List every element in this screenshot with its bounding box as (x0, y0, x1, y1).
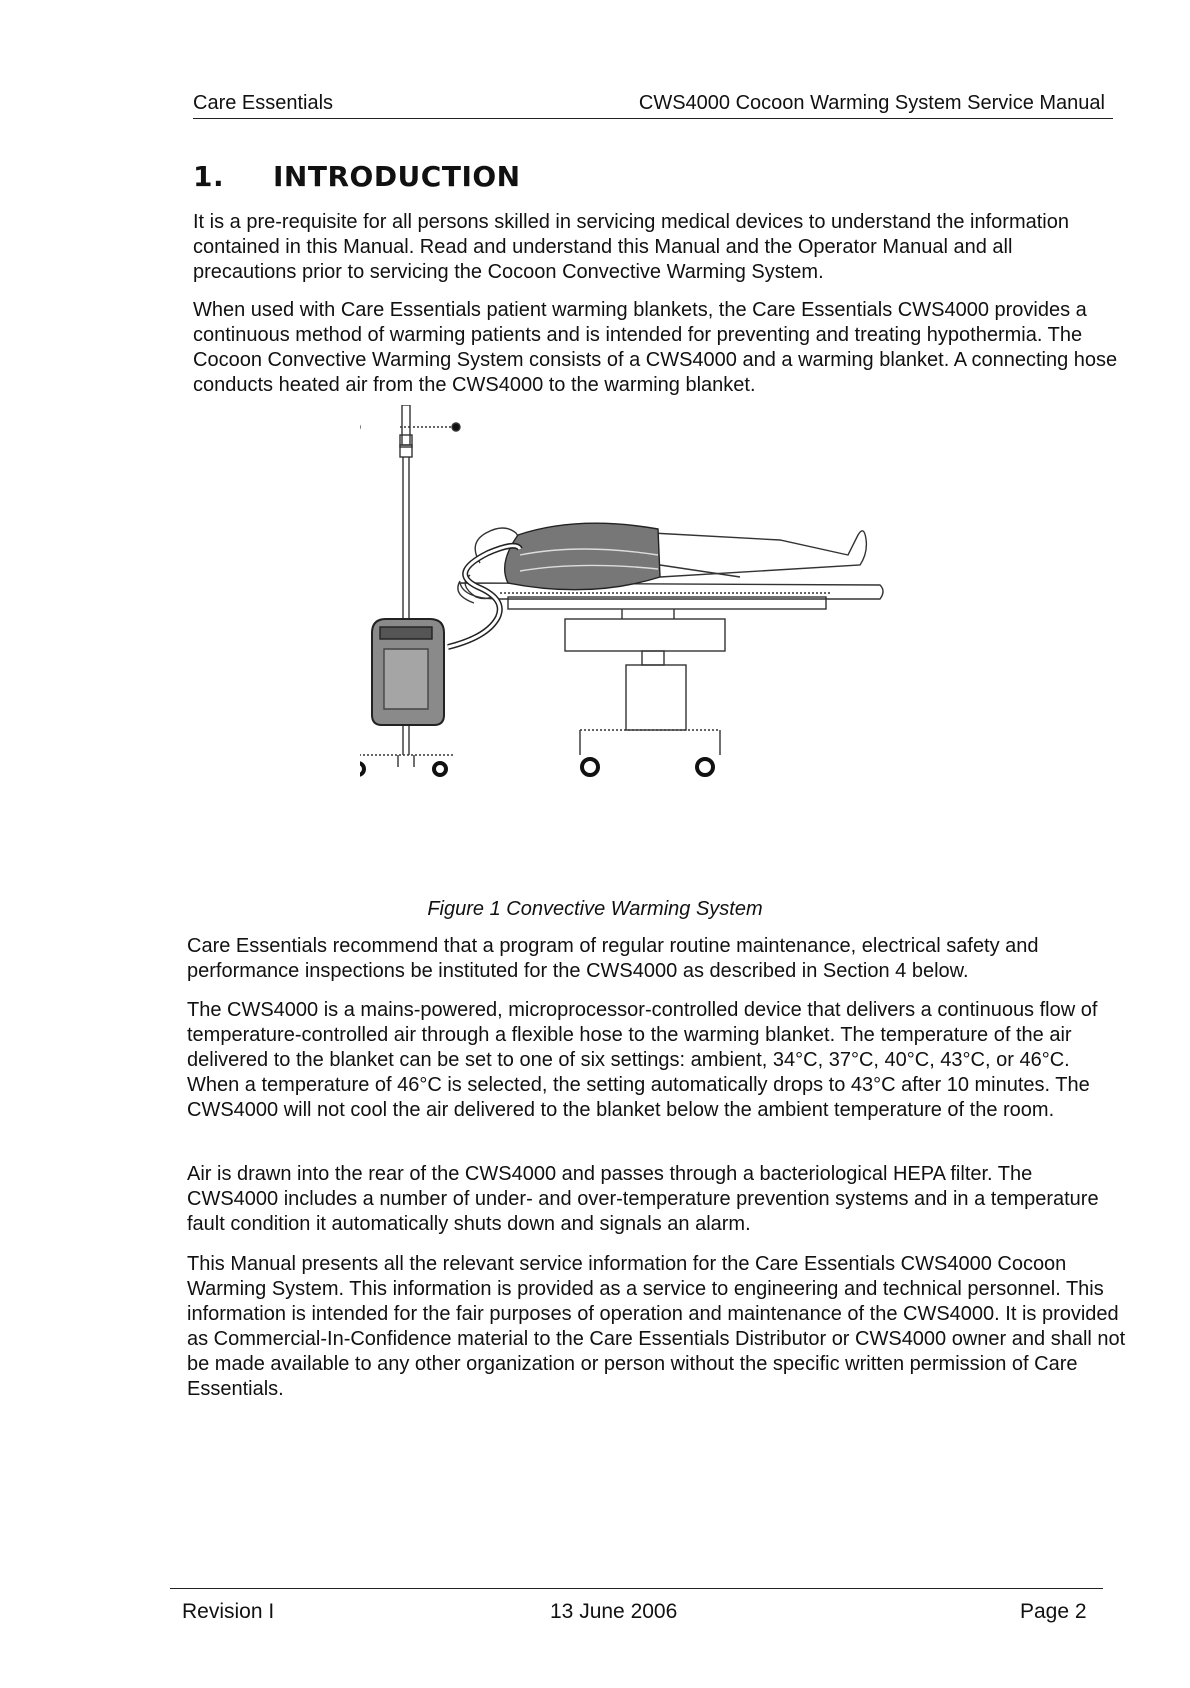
operating-table (500, 593, 830, 755)
convective-warming-system-illustration (360, 405, 950, 850)
section-number: 1. (193, 160, 225, 193)
table-wheel-right (697, 759, 713, 775)
paragraph-prerequisite: It is a pre-requisite for all persons skilled in servicing medical devices to understand the information contained in this Manual. Read and understand this Manual and the Operator Manual and all precautions prior to servicing the Cocoon Convective Warming System. (193, 211, 1069, 283)
footer-rule (170, 1588, 1103, 1589)
cws4000-unit (372, 619, 444, 725)
figure-caption: Figure 1 Convective Warming System (427, 898, 763, 920)
running-header (193, 88, 1113, 119)
pole-wheel-left (360, 763, 364, 775)
paragraph-confidentiality: This Manual presents all the relevant service information for the Care Essentials CWS4000 Cocoon Warming System. This information is provided as a service to engineering and technical personnel. This information is intended for the fair purposes of operation and maintenance of the CWS4000. It is provided as Commercial-In-Confidence material to the Care Essentials Distributor or CWS4000 owner and shall not be made available to any other organization or person without the specific written permission of Care Essentials. (187, 1253, 1126, 1400)
pole-hook-right (452, 423, 460, 431)
paragraph-maintenance: Care Essentials recommend that a program of regular routine maintenance, electrical safety and performance inspections be instituted for the CWS4000 as described in Section 4 below. (187, 935, 1039, 982)
section-heading (193, 160, 521, 193)
footer-page-number: Page 2 (1020, 1600, 1087, 1623)
header-company: Care Essentials (193, 92, 334, 114)
warming-blanket (505, 523, 660, 590)
section-title: INTRODUCTION (273, 160, 521, 193)
header-manual-title: CWS4000 Cocoon Warming System Service Manual (638, 92, 1105, 114)
footer-revision: Revision I (182, 1600, 275, 1623)
table-wheel-left (582, 759, 598, 775)
paragraph-temperature-settings: The CWS4000 is a mains-powered, microprocessor-controlled device that delivers a continuous flow of temperature-controlled air through a flexible hose to the warming blanket. The temperature of the air delivered to the blanket can be set to one of six settings: ambient, 34°C, 37°C, 40°C, 43°C, or 46°C. When a temperature of 46°C is selected, the setting automatically drops to 43°C after 10 minutes. The CWS4000 will not cool the air delivered to the blanket below the ambient temperature of the room. (187, 999, 1098, 1121)
footer-date: 13 June 2006 (550, 1600, 678, 1623)
pole-wheel-right (434, 763, 446, 775)
paragraph-hepa-filter: Air is drawn into the rear of the CWS4000 and passes through a bacteriological HEPA filter. The CWS4000 includes a number of under- and over-temperature prevention systems and in a temperature fault condition it automatically shuts down and signals an alarm. (187, 1163, 1099, 1235)
paragraph-system-overview: When used with Care Essentials patient warming blankets, the Care Essentials CWS4000 provides a continuous method of warming patients and is intended for preventing and treating hypothermia. The Cocoon Convective Warming System consists of a CWS4000 and a warming blanket. A connecting hose conducts heated air from the CWS4000 to the warming blanket. (193, 299, 1118, 396)
